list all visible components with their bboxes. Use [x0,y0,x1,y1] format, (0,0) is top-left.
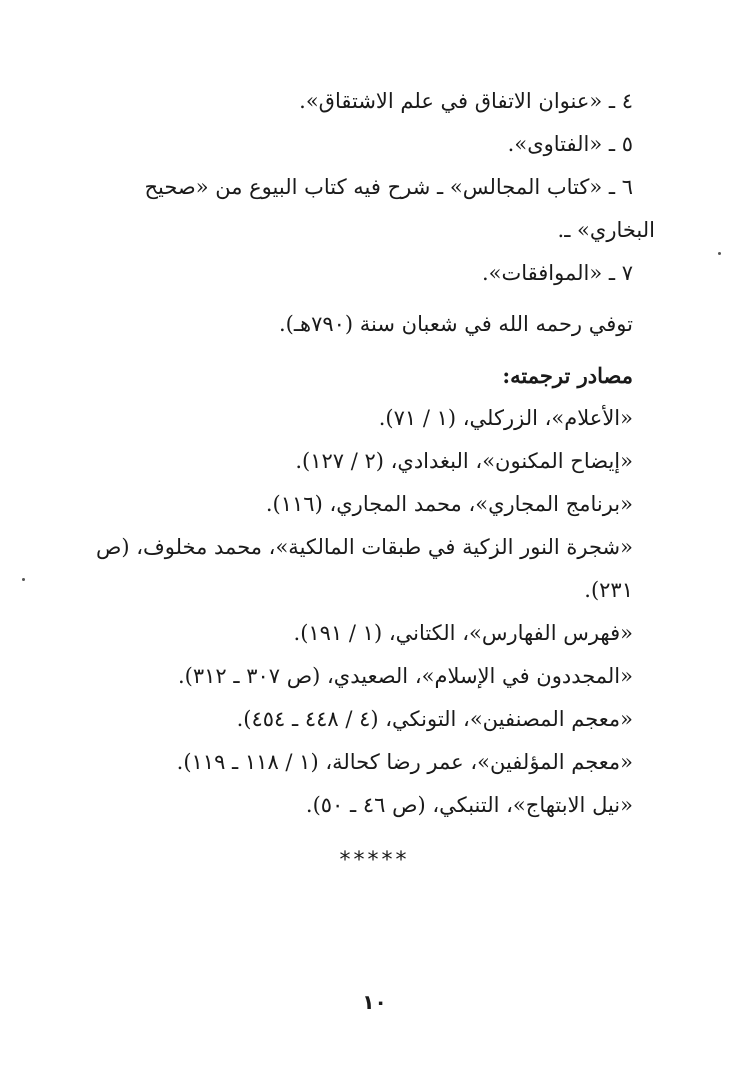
sources-heading: مصادر ترجمته: [502,363,633,388]
work-item-7: ٧ ـ «الموافقات». [481,261,633,285]
section-separator: ***** [339,848,410,873]
source-entry: «إيضاح المكنون»، البغدادي، (٢ / ١٢٧). [295,449,633,473]
source-entry: «فهرس الفهارس»، الكتاني، (١ / ١٩١). [293,621,633,645]
scan-speck [718,252,721,255]
death-note: توفي رحمه الله في شعبان سنة (٧٩٠هـ). [278,312,633,336]
source-entry-continued: ٢٣١). [584,578,633,602]
source-entry: «شجرة النور الزكية في طبقات المالكية»، محمد مخلوف، (ص [95,535,633,559]
work-item-5: ٥ ـ «الفتاوى». [507,132,633,156]
source-entry: «معجم المؤلفين»، عمر رضا كحالة، (١ / ١١٨ ـ ١١٩). [176,750,633,774]
source-entry: «المجددون في الإسلام»، الصعيدي، (ص ٣٠٧ ـ ٣١٢). [177,664,633,688]
work-item-4: ٤ ـ «عنوان الاتفاق في علم الاشتقاق». [299,89,633,113]
source-entry: «معجم المصنفين»، التونكي، (٤ / ٤٤٨ ـ ٤٥٤). [236,707,633,731]
page-number: ١٠ [362,990,387,1014]
source-entry: «نيل الابتهاج»، التنبكي، (ص ٤٦ ـ ٥٠). [305,793,633,817]
source-entry: «برنامج المجاري»، محمد المجاري، (١١٦). [265,492,633,516]
source-entry: «الأعلام»، الزركلي، (١ / ٧١). [378,406,633,430]
work-item-6: ٦ ـ «كتاب المجالس» ـ شرح فيه كتاب البيوع من «صحيح [144,175,633,199]
work-item-6-continued: البخاري» ـ. [557,218,655,242]
page-body [78,80,655,827]
scan-speck [22,578,25,581]
